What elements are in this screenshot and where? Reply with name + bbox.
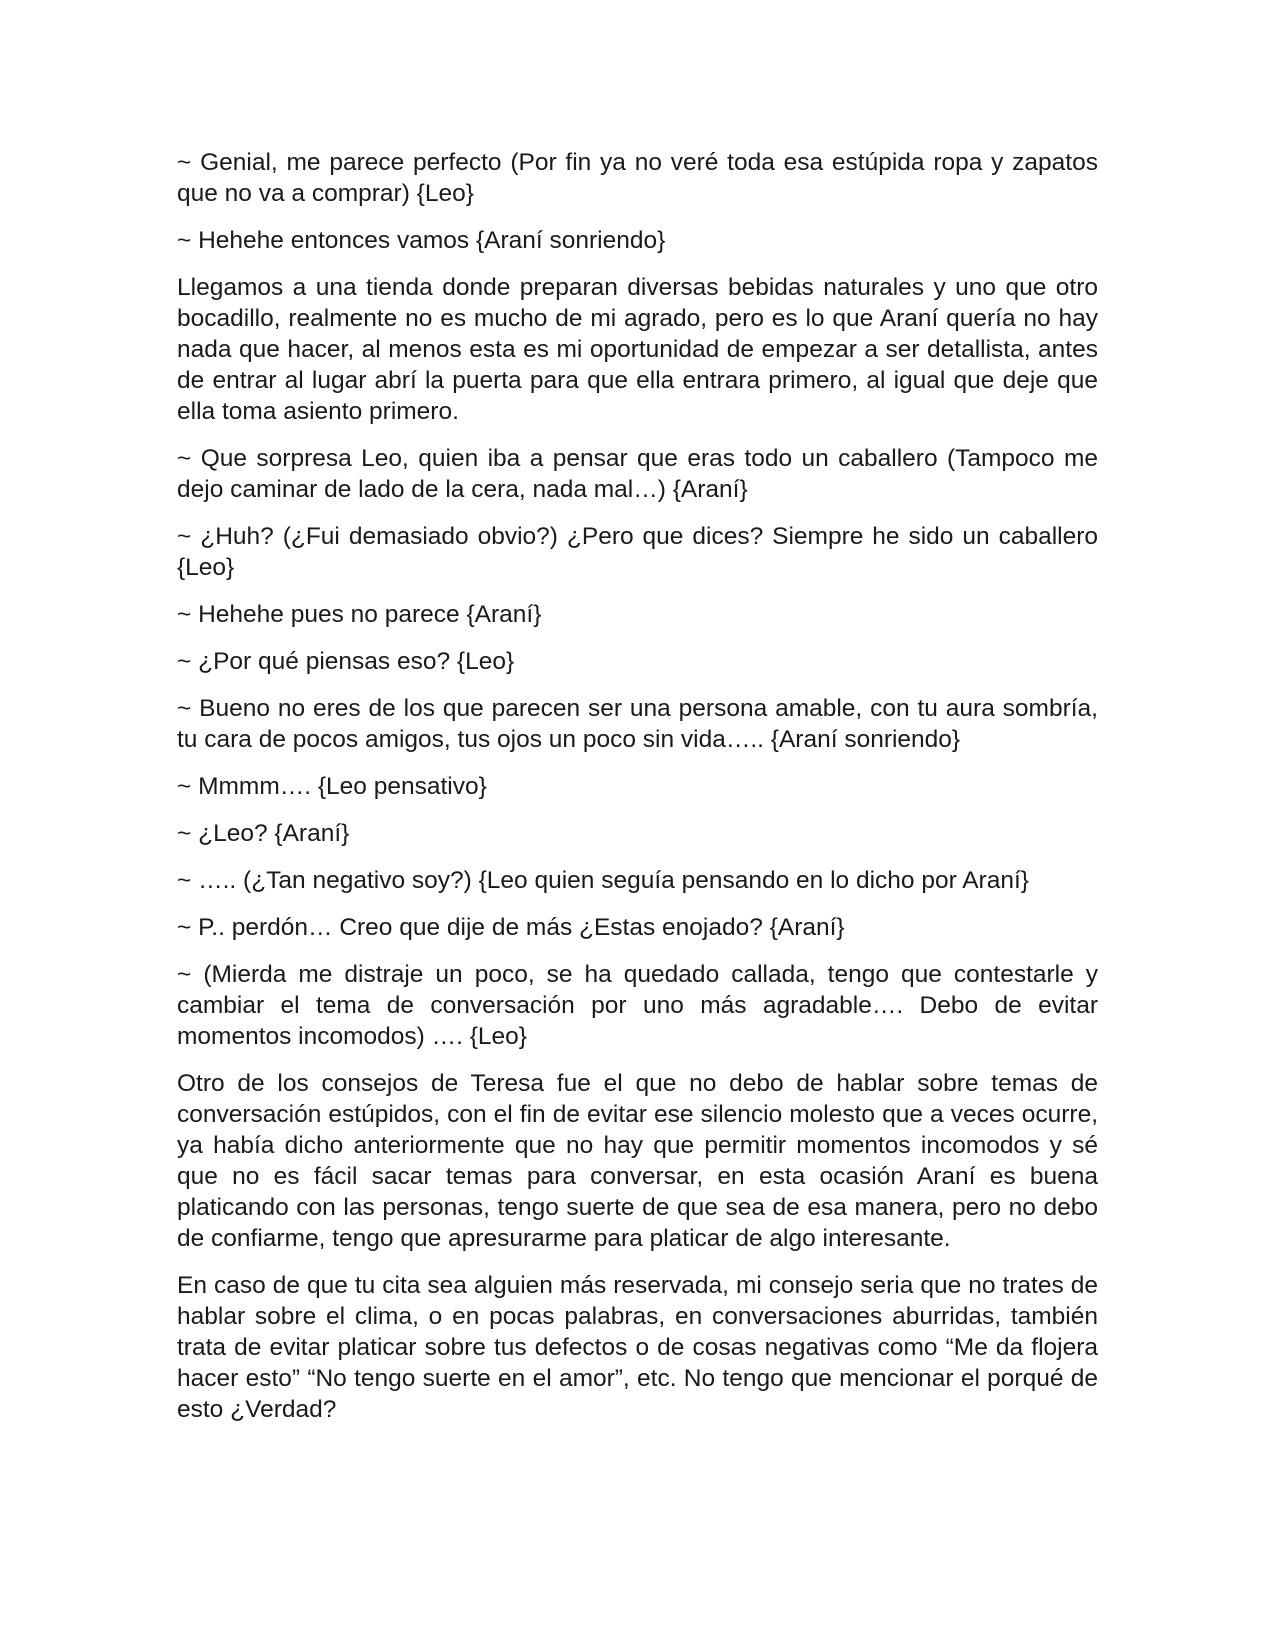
narration-paragraph: Otro de los consejos de Teresa fue el que no debo de hablar sobre temas de conversación estúpidos, con el fin de evitar ese silencio molesto que a veces ocurre, ya había dicho anteriormente que no hay que permitir momentos incomodos y sé que no es fácil sacar temas para conversar, en esta ocasión Araní es buena platicando con las personas, tengo suerte de que sea de esa manera, pero no debo de confiarme, tengo que apresurarme para platicar de algo interesante.: [177, 1070, 1098, 1252]
dialogue-line: ~ Bueno no eres de los que parecen ser una persona amable, con tu aura sombría, tu cara de pocos amigos, tus ojos un poco sin vida….. {Araní sonriendo}: [177, 695, 1098, 753]
dialogue-line: ~ Hehehe pues no parece {Araní}: [177, 601, 542, 628]
document-body: [177, 147, 1098, 1441]
dialogue-line: ~ P.. perdón… Creo que dije de más ¿Estas enojado? {Araní}: [177, 914, 845, 941]
narration-paragraph: En caso de que tu cita sea alguien más reservada, mi consejo seria que no trates de hablar sobre el clima, o en pocas palabras, en conversaciones aburridas, también trata de evitar platicar sobre tus defectos o de cosas negativas como “Me da flojera hacer esto” “No tengo suerte en el amor”, etc. No tengo que mencionar el porqué de esto ¿Verdad?: [177, 1272, 1098, 1423]
dialogue-line: ~ Mmmm…. {Leo pensativo}: [177, 773, 487, 800]
dialogue-line: ~ ¿Leo? {Araní}: [177, 820, 350, 847]
dialogue-line: ~ Hehehe entonces vamos {Araní sonriendo}: [177, 227, 666, 254]
dialogue-line: ~ ¿Por qué piensas eso? {Leo}: [177, 648, 515, 675]
dialogue-line: ~ (Mierda me distraje un poco, se ha quedado callada, tengo que contestarle y cambiar el tema de conversación por uno más agradable…. Debo de evitar momentos incomodos) …. {Leo}: [177, 961, 1098, 1050]
dialogue-line: ~ ….. (¿Tan negativo soy?) {Leo quien seguía pensando en lo dicho por Araní}: [177, 867, 1029, 894]
dialogue-line: ~ ¿Huh? (¿Fui demasiado obvio?) ¿Pero que dices? Siempre he sido un caballero {Leo}: [177, 523, 1098, 581]
dialogue-line: ~ Que sorpresa Leo, quien iba a pensar que eras todo un caballero (Tampoco me dejo caminar de lado de la cera, nada mal…) {Araní}: [177, 445, 1098, 503]
narration-paragraph: Llegamos a una tienda donde preparan diversas bebidas naturales y uno que otro bocadillo, realmente no es mucho de mi agrado, pero es lo que Araní quería no hay nada que hacer, al menos esta es mi oportunidad de empezar a ser detallista, antes de entrar al lugar abrí la puerta para que ella entrara primero, al igual que deje que ella toma asiento primero.: [177, 274, 1098, 425]
dialogue-line: ~ Genial, me parece perfecto (Por fin ya no veré toda esa estúpida ropa y zapatos que no va a comprar) {Leo}: [177, 149, 1098, 207]
